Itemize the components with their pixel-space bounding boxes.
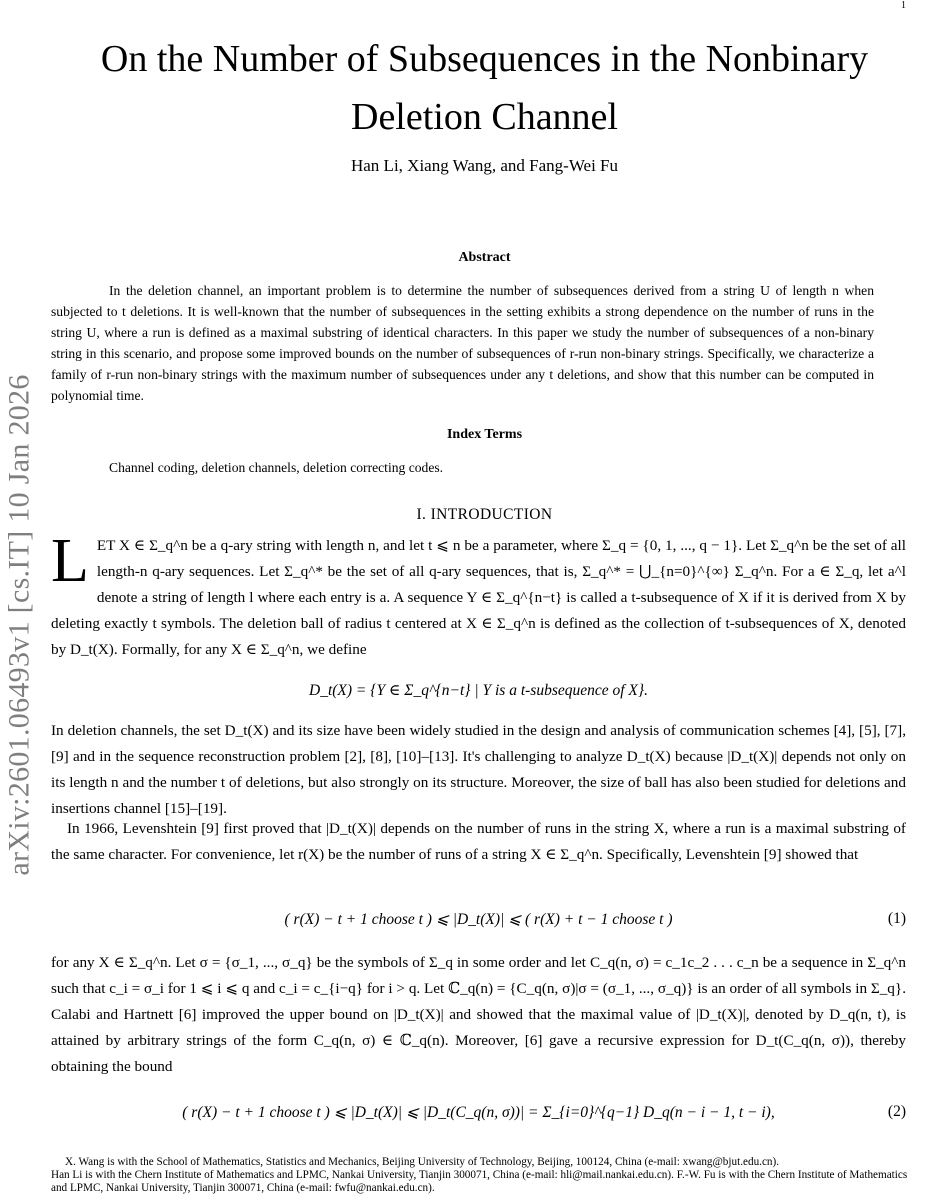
abstract-heading: Abstract [458,250,511,265]
equation-2 [51,1103,906,1122]
paper-title: On the Number of Subsequences in the Nonbinary Deletion Channel [100,38,869,138]
paper-authors: Han Li, Xiang Wang, and Fang-Wei Fu [350,156,618,175]
footnote-line-2: Han Li is with the Chern Institute of Mathematics and LPMC, Nankai University, Tianjin 300071, China (e-mail: hli@mail.nankai.edu.cn). F.-W. Fu is with the Chern Institute of Mathematics and LPMC, Nankai University, Tianjin 300071, China (e-mail: fwfu@nankai.edu.cn). [51,1169,908,1194]
equation-1 [51,910,906,929]
arxiv-stamp [0,330,40,920]
index-terms-heading: Index Terms [446,427,523,442]
intro-paragraph-4 [51,950,906,1080]
equation-2-body: ( r(X) − t + 1 choose t ) ⩽ |D_t(X)| ⩽ |D_t(C_q(n, σ))| = Σ_{i=0}^{q−1} D_q(n − i − 1, t − i), [182,1104,775,1121]
drop-cap: L [51,527,89,595]
equation-2-number: (2) [887,1103,906,1120]
intro-text-4: for any X ∈ Σ_q^n. Let σ = {σ_1, ..., σ_q} be the symbols of Σ_q in some order and let C_q(n, σ) = c_1c_2 . . . c_n be a sequence in Σ_q^n such that c_i = σ_i for 1 ⩽ i ⩽ q and c_i = c_{i−q} for i > q. Let ℂ_q(n) = {C_q(n, σ)|σ = (σ_1, ..., σ_q)} is an order of all symbols in Σ_q}. Calabi and Hartnett [6] improved the upper bound on |D_t(X)| and showed that the maximal value of |D_t(X)|, denoted by D_q(n, t), is attained by arbitrary strings of the form C_q(n, σ) ∈ ℂ_q(n). Moreover, [6] gave a recursive expression for D_t(C_q(n, σ)), thereby obtaining the bound [51,954,906,1075]
intro-text-1: ET X ∈ Σ_q^n be a q-ary string with length n, and let t ⩽ n be a parameter, where Σ_q = {0, 1, ..., q − 1}. Let Σ_q^n be the set of all length-n q-ary sequences. Let Σ_q^* be the set of all q-ary sequences, that is, Σ_q^* = ⋃_{n=0}^{∞} Σ_q^n. For a ∈ Σ_q, let a^l denote a string of length l where each entry is a. A sequence Y ∈ Σ_q^{n−t} is called a t-subsequence of X if it is derived from X by deleting exactly t symbols. The deletion ball of radius t centered at X ∈ Σ_q^n is defined as the collection of t-subsequences of X, denoted by D_t(X). Formally, for any X ∈ Σ_q^n, we define [51,537,906,658]
abstract-text: In the deletion channel, an important problem is to determine the number of subsequences derived from a string U of length n when subjected to t deletions. It is well-known that the number of subsequences in the setting exhibits a strong dependence on the number of runs in the string U, where a run is defined as a maximal substring of identical characters. In this paper we study the number of subsequences of a non-binary string in this scenario, and propose some improved bounds on the number of subsequences of r-run non-binary strings. Specifically, we characterize a family of r-run non-binary strings with the maximum number of subsequences under any t deletions, and show that this number can be computed in polynomial time. [51,283,874,403]
intro-text-3: In 1966, Levenshtein [9] first proved that |D_t(X)| depends on the number of runs in the string X, where a run is a maximal substring of the same character. For convenience, let r(X) be the number of runs of a string X ∈ Σ_q^n. Specifically, Levenshtein [9] showed that [51,820,906,863]
intro-paragraph-2 [51,718,906,822]
index-terms-body [51,458,874,479]
intro-text-2: In deletion channels, the set D_t(X) and its size have been widely studied in the design and analysis of communication schemes [4], [5], [7], [9] and in the sequence reconstruction problem [2], [8], [10]–[13]. It's challenging to analyze D_t(X) because |D_t(X)| depends not only on its length n and the number t of deletions, but also strongly on its structure. Moreover, the size of ball has also been studied for deletions and insertions channel [15]–[19]. [51,722,906,817]
equation-1-number: (1) [887,910,906,927]
intro-paragraph-1 [51,527,906,663]
footnote-line-1: X. Wang is with the School of Mathematics, Statistics and Mechanics, Beijing University of Technology, Beijing, 100124, China (e-mail: xwang@bjut.edu.cn). [65,1156,780,1168]
abstract-body [51,281,874,406]
section-heading: I. INTRODUCTION [416,506,553,523]
footnote [51,1156,911,1195]
index-terms-text: Channel coding, deletion channels, deletion correcting codes. [109,460,444,475]
equation-1-body: ( r(X) − t + 1 choose t ) ⩽ |D_t(X)| ⩽ ( r(X) + t − 1 choose t ) [284,911,673,928]
equation-0: D_t(X) = {Y ∈ Σ_q^{n−t} | Y is a t-subsequence of X}. [309,682,648,699]
arxiv-stamp-text: arXiv:2601.06493v1 [cs.IT] 10 Jan 2026 [3,374,37,876]
intro-paragraph-3 [51,816,906,868]
page-number: 1 [901,0,906,11]
